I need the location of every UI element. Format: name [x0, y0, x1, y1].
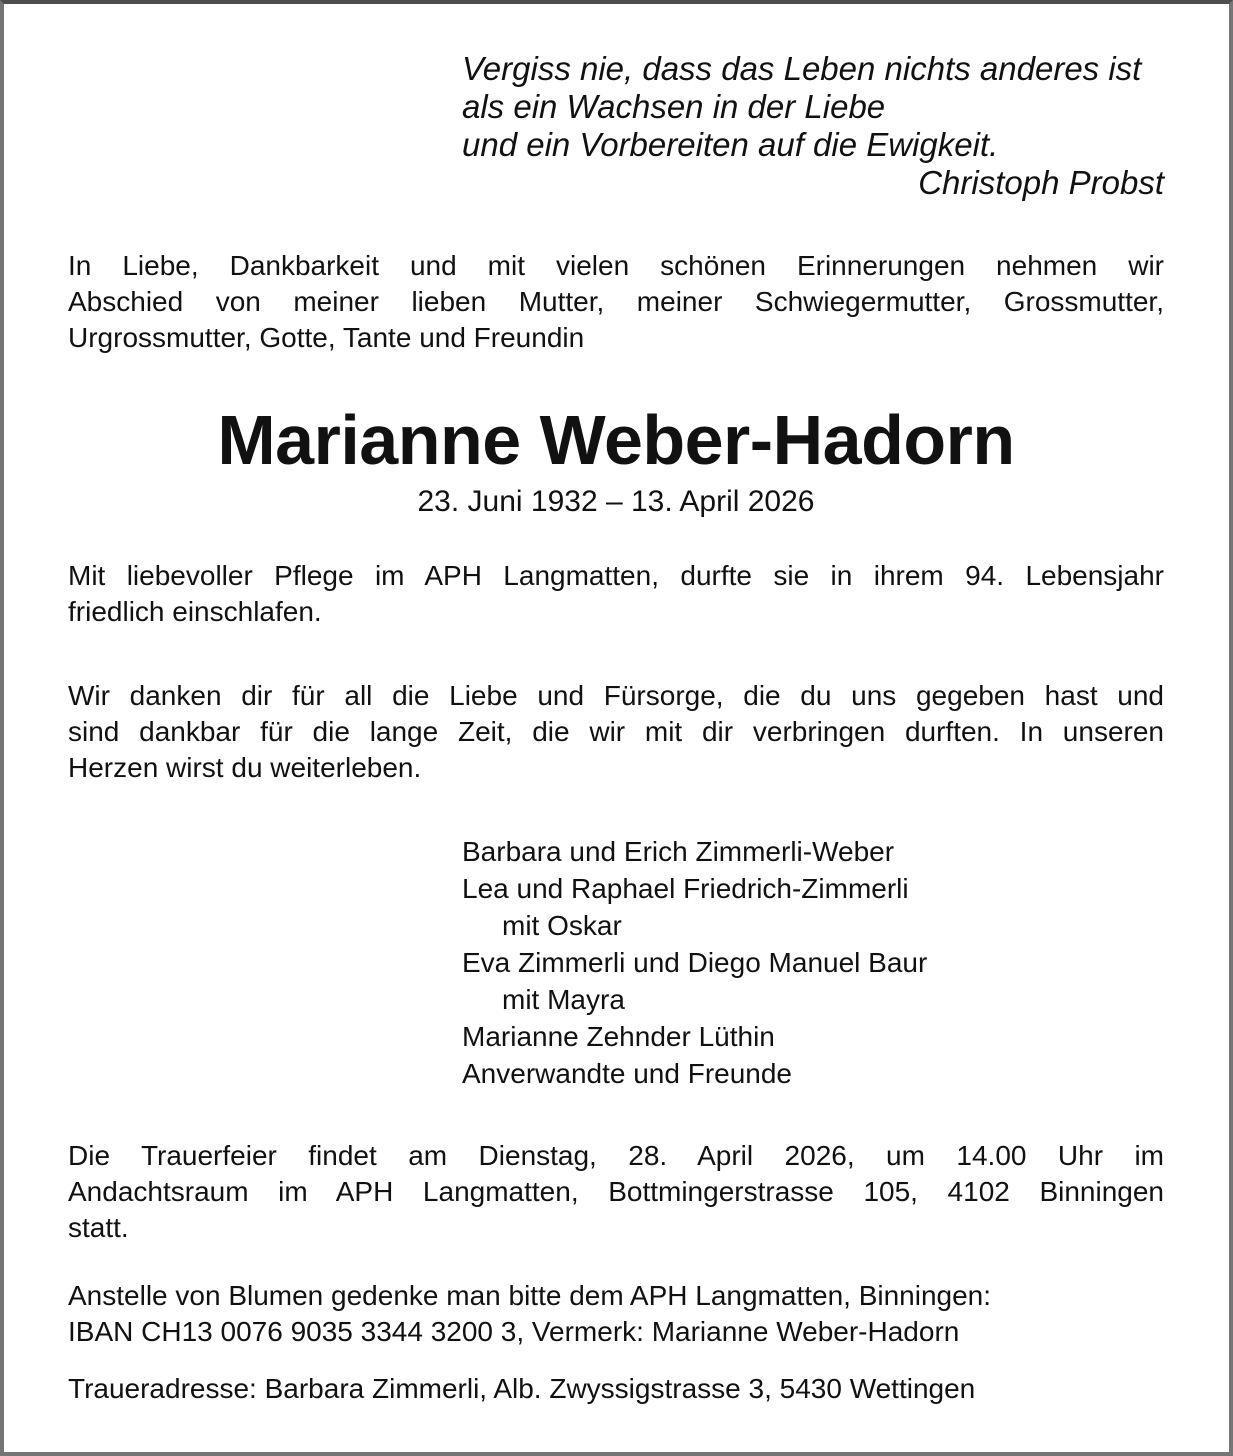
- passing-line: Mit liebevoller Pflege im APH Langmatten, durfte sie in ihrem 94. Lebensjahr: [68, 560, 1164, 591]
- intro-line: Urgrossmutter, Gotte, Tante und Freundin: [68, 322, 585, 353]
- mourning-address: Traueradresse: Barbara Zimmerli, Alb. Zwyssigstrasse 3, 5430 Wettingen: [68, 1373, 976, 1404]
- service-paragraph: [68, 1138, 1164, 1246]
- deceased-name: Marianne Weber-Hadorn: [217, 401, 1015, 479]
- service-line: Die Trauerfeier findet am Dienstag, 28. April 2026, um 14.00 Uhr im: [68, 1140, 1164, 1171]
- donation-line: Anstelle von Blumen gedenke man bitte dem APH Langmatten, Binningen:: [68, 1280, 992, 1311]
- mourners-list: [462, 833, 1164, 1092]
- mourner-line: Anverwandte und Freunde: [462, 1058, 792, 1089]
- mourner-line: Barbara und Erich Zimmerli-Weber: [462, 836, 895, 867]
- quote-line: und ein Vorbereiten auf die Ewigkeit.: [462, 126, 999, 163]
- service-line: statt.: [68, 1212, 129, 1243]
- mourner-line: Lea und Raphael Friedrich-Zimmerli: [462, 873, 909, 904]
- mourner-line: mit Mayra: [502, 984, 625, 1015]
- intro-line: In Liebe, Dankbarkeit und mit vielen schönen Erinnerungen nehmen wir: [68, 250, 1164, 281]
- quote-line: Vergiss nie, dass das Leben nichts anderes ist: [462, 50, 1142, 87]
- donation-paragraph: [68, 1278, 1164, 1350]
- mourner-line: Eva Zimmerli und Diego Manuel Baur: [462, 947, 928, 978]
- mourner-line: mit Oskar: [502, 910, 622, 941]
- intro-paragraph: [68, 248, 1164, 356]
- thanks-line: Herzen wirst du weiterleben.: [68, 752, 422, 783]
- quote-line: als ein Wachsen in der Liebe: [462, 88, 886, 125]
- thanks-paragraph: [68, 678, 1164, 786]
- memorial-quote: [462, 50, 1164, 202]
- donation-line: IBAN CH13 0076 9035 3344 3200 3, Vermerk: Marianne Weber-Hadorn: [68, 1316, 960, 1347]
- life-dates: 23. Juni 1932 – 13. April 2026: [417, 485, 815, 518]
- passing-line: friedlich einschlafen.: [68, 596, 322, 627]
- service-line: Andachtsraum im APH Langmatten, Bottmingerstrasse 105, 4102 Binningen: [68, 1176, 1164, 1207]
- passing-paragraph: [68, 558, 1164, 630]
- mourner-line: Marianne Zehnder Lüthin: [462, 1021, 775, 1052]
- thanks-line: Wir danken dir für all die Liebe und Fürsorge, die du uns gegeben hast und: [68, 680, 1164, 711]
- quote-attribution: Christoph Probst: [918, 164, 1164, 201]
- thanks-line: sind dankbar für die lange Zeit, die wir mit dir verbringen durften. In unseren: [68, 716, 1164, 747]
- intro-line: Abschied von meiner lieben Mutter, meiner Schwiegermutter, Grossmutter,: [68, 286, 1164, 317]
